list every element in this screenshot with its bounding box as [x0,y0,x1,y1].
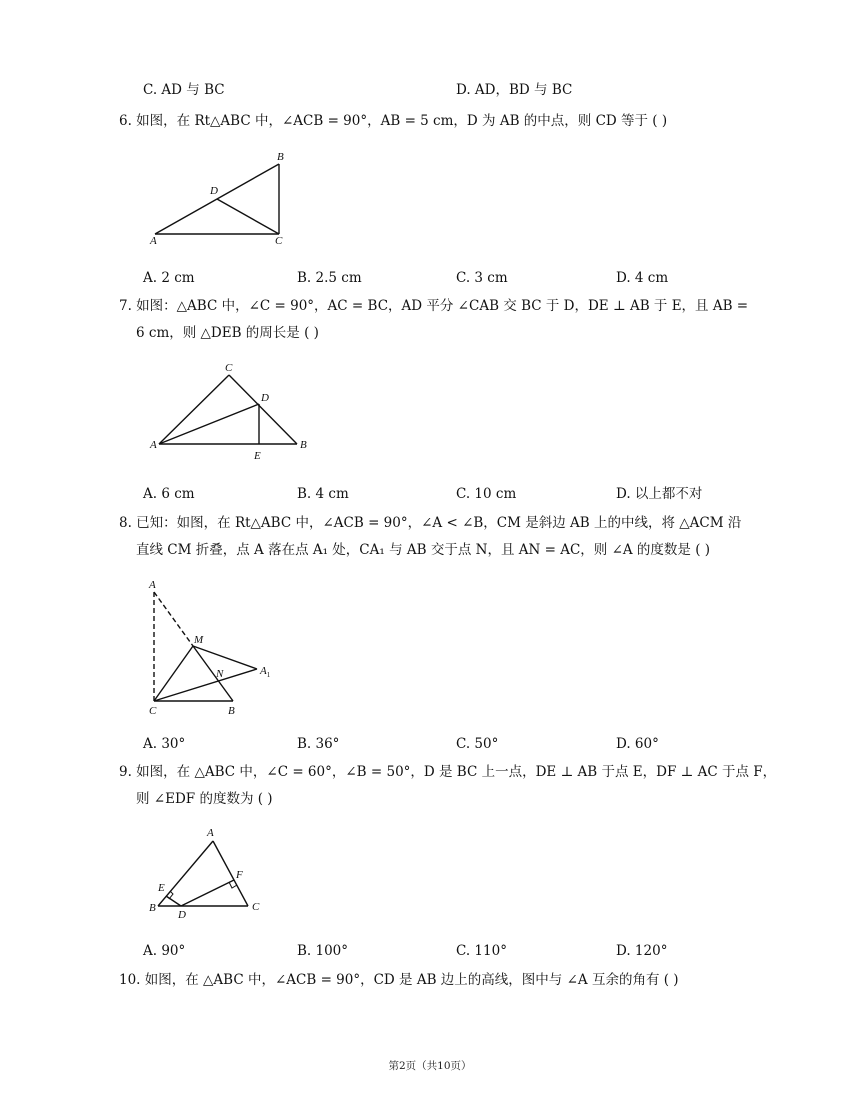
q8-label-a: A [149,579,156,591]
q9-segment-df [181,880,234,906]
q9-option-c: C. 110° [456,943,507,959]
q6-option-c: C. 3 cm [456,270,508,286]
q8-label-m: M [194,634,204,646]
q8-label-b: B [228,705,235,717]
q8-option-c: C. 50° [456,736,499,752]
q7-label-b: B [300,439,307,451]
q8-figure [140,574,290,720]
q7-label-c: C [225,362,233,374]
q8-stem-line1: 8. 已知：如图，在 Rt△ABC 中，∠ACB = 90°，∠A < ∠B，CM 是斜边 AB 上的中线，将 △ACM 沿 [119,515,742,531]
q9-option-d: D. 120° [616,943,668,959]
q9-label-e: E [158,882,165,894]
q9-label-a: A [207,827,214,839]
q10-stem: 10. 如图，在 △ABC 中，∠ACB = 90°，CD 是 AB 边上的高线，图中与 ∠A 互余的角有 ( ) [119,972,679,988]
q9-option-a: A. 90° [143,943,186,959]
q7-label-e: E [254,450,261,462]
q7-stem-line2: 6 cm，则 △DEB 的周长是 ( ) [136,325,319,341]
q9-option-b: B. 100° [297,943,349,959]
q7-segment-ad [159,404,259,444]
q9-label-d: D [178,909,186,921]
q6-option-d: D. 4 cm [616,270,669,286]
q7-option-a: A. 6 cm [143,486,195,502]
q5-option-c: C. AD 与 BC [143,82,225,98]
q9-label-f: F [236,869,243,881]
q6-label-b: B [277,151,284,163]
q7-label-d: D [261,392,269,404]
q8-segment-ma1 [193,646,257,669]
q7-segment-ac [159,375,229,444]
q8-segment-cm [154,646,193,701]
q7-option-d: D. 以上都不对 [616,486,703,502]
q8-stem-line2: 直线 CM 折叠，点 A 落在点 A₁ 处，CA₁ 与 AB 交于点 N，且 AN = AC，则 ∠A 的度数是 ( ) [136,542,711,558]
q6-stem: 6. 如图，在 Rt△ABC 中，∠ACB = 90°，AB = 5 cm，D 为 AB 的中点，则 CD 等于 ( ) [119,113,668,129]
q6-figure [145,145,305,251]
q8-label-c: C [149,705,157,717]
q7-label-a: A [150,439,157,451]
q8-segment-ca1 [154,669,257,701]
q5-option-d: D. AD，BD 与 BC [456,82,573,98]
q8-segment-mb [193,646,233,701]
q6-label-a: A [150,235,157,247]
page-footer: 第2页（共10页） [388,1060,472,1072]
q8-label-a1: $A_1$ [260,665,271,679]
q9-stem-line2: 则 ∠EDF 的度数为 ( ) [136,791,273,807]
q8-option-a: A. 30° [143,736,186,752]
q9-segment-de [166,896,181,906]
q8-label-n: N [216,668,224,680]
q7-figure [145,360,325,466]
q9-stem-line1: 9. 如图，在 △ABC 中，∠C = 60°，∠B = 50°，D 是 BC 上一点，DE ⊥ AB 于点 E，DF ⊥ AC 于点 F， [119,764,777,780]
q6-option-b: B. 2.5 cm [297,270,362,286]
q9-figure [140,822,280,922]
q9-label-b: B [149,902,156,914]
q7-stem-line1: 7. 如图：△ABC 中，∠C = 90°，AC = BC，AD 平分 ∠CAB 交 BC 于 D，DE ⊥ AB 于 E，且 AB = [119,298,749,314]
q6-option-a: A. 2 cm [143,270,195,286]
q6-segment-cd [217,199,279,234]
q7-option-c: C. 10 cm [456,486,517,502]
q6-label-d: D [210,185,218,197]
q8-option-d: D. 60° [616,736,659,752]
q7-option-b: B. 4 cm [297,486,349,502]
q8-option-b: B. 36° [297,736,340,752]
q9-segment-ac [213,841,248,906]
q7-segment-cb [229,375,297,444]
q8-segment-am-dashed [154,592,193,646]
q6-label-c: C [275,235,283,247]
q9-label-c: C [252,901,260,913]
